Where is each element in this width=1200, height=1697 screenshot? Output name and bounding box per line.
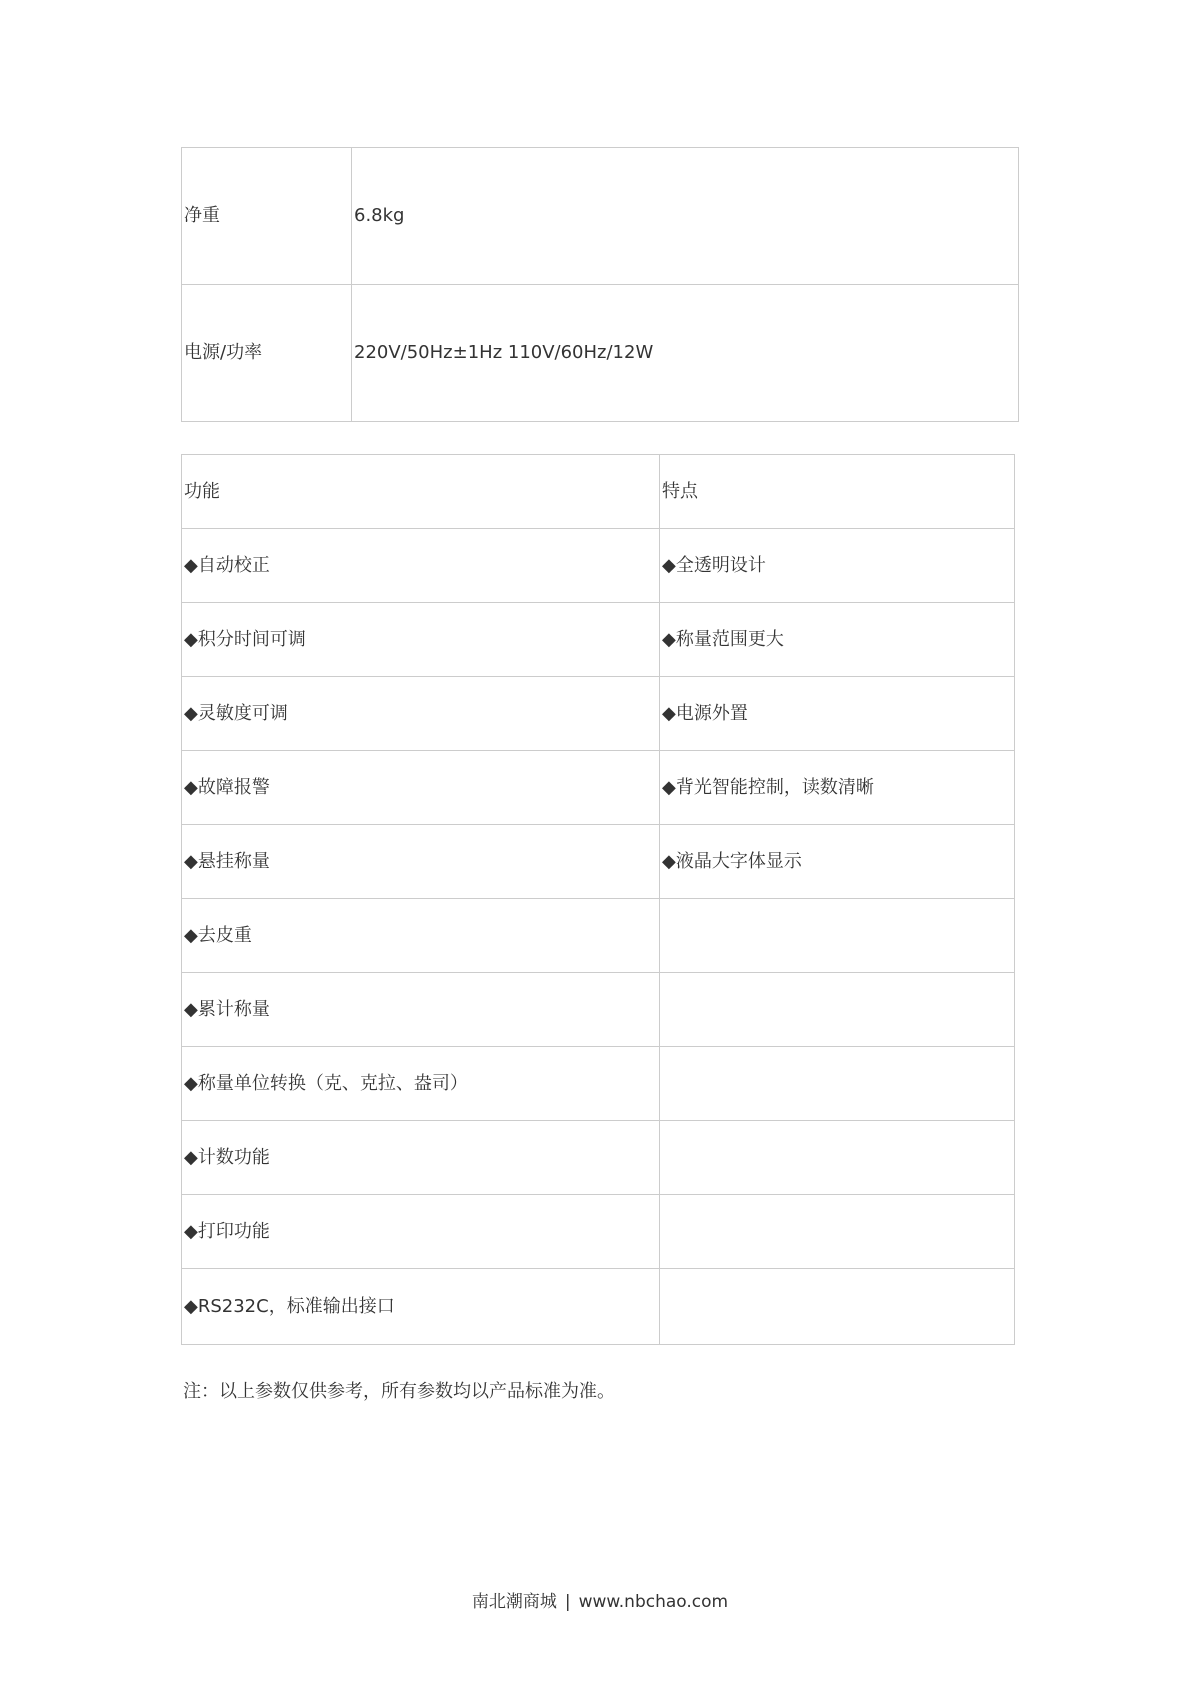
function-cell: ◆悬挂称量: [182, 825, 660, 899]
spec-row-power: [182, 285, 1019, 422]
table-row: [182, 1269, 1015, 1345]
disclaimer-note: 注：以上参数仅供参考，所有参数均以产品标准为准。: [183, 1381, 615, 1402]
footer-separator: |: [564, 1592, 571, 1612]
table-row: [182, 1047, 1015, 1121]
feature-cell: ◆全透明设计: [660, 529, 1015, 603]
feature-cell: [660, 1269, 1015, 1345]
function-cell: ◆打印功能: [182, 1195, 660, 1269]
table-row: [182, 899, 1015, 973]
function-cell: ◆去皮重: [182, 899, 660, 973]
feature-cell: [660, 1195, 1015, 1269]
function-cell: ◆称量单位转换（克、克拉、盎司）: [182, 1047, 660, 1121]
function-cell: ◆累计称量: [182, 973, 660, 1047]
spec-label: 净重: [182, 148, 352, 285]
table-row: [182, 603, 1015, 677]
feature-table-header-row: [182, 455, 1015, 529]
feature-cell: ◆称量范围更大: [660, 603, 1015, 677]
feature-cell: [660, 1121, 1015, 1195]
table-row: [182, 677, 1015, 751]
function-cell: ◆自动校正: [182, 529, 660, 603]
feature-cell: ◆电源外置: [660, 677, 1015, 751]
spec-value: 6.8kg: [352, 148, 1019, 285]
function-cell: ◆故障报警: [182, 751, 660, 825]
feature-cell: [660, 1047, 1015, 1121]
spec-row-net-weight: [182, 148, 1019, 285]
spec-value: 220V/50Hz±1Hz 110V/60Hz/12W: [352, 285, 1019, 422]
function-cell: ◆灵敏度可调: [182, 677, 660, 751]
table-row: [182, 1195, 1015, 1269]
header-feature: 特点: [660, 455, 1015, 529]
page-footer: [0, 1590, 1200, 1614]
feature-cell: ◆背光智能控制，读数清晰: [660, 751, 1015, 825]
table-row: [182, 529, 1015, 603]
feature-table: [181, 454, 1015, 1345]
header-function: 功能: [182, 455, 660, 529]
spec-table: [181, 147, 1019, 422]
function-cell: ◆积分时间可调: [182, 603, 660, 677]
table-row: [182, 973, 1015, 1047]
footer-url[interactable]: www.nbchao.com: [578, 1592, 729, 1612]
feature-cell: [660, 899, 1015, 973]
feature-cell: ◆液晶大字体显示: [660, 825, 1015, 899]
table-row: [182, 751, 1015, 825]
function-cell: ◆RS232C，标准输出接口: [182, 1269, 660, 1345]
feature-cell: [660, 973, 1015, 1047]
table-row: [182, 825, 1015, 899]
footer-site-name: 南北潮商城: [471, 1592, 557, 1612]
function-cell: ◆计数功能: [182, 1121, 660, 1195]
table-row: [182, 1121, 1015, 1195]
spec-label: 电源/功率: [182, 285, 352, 422]
